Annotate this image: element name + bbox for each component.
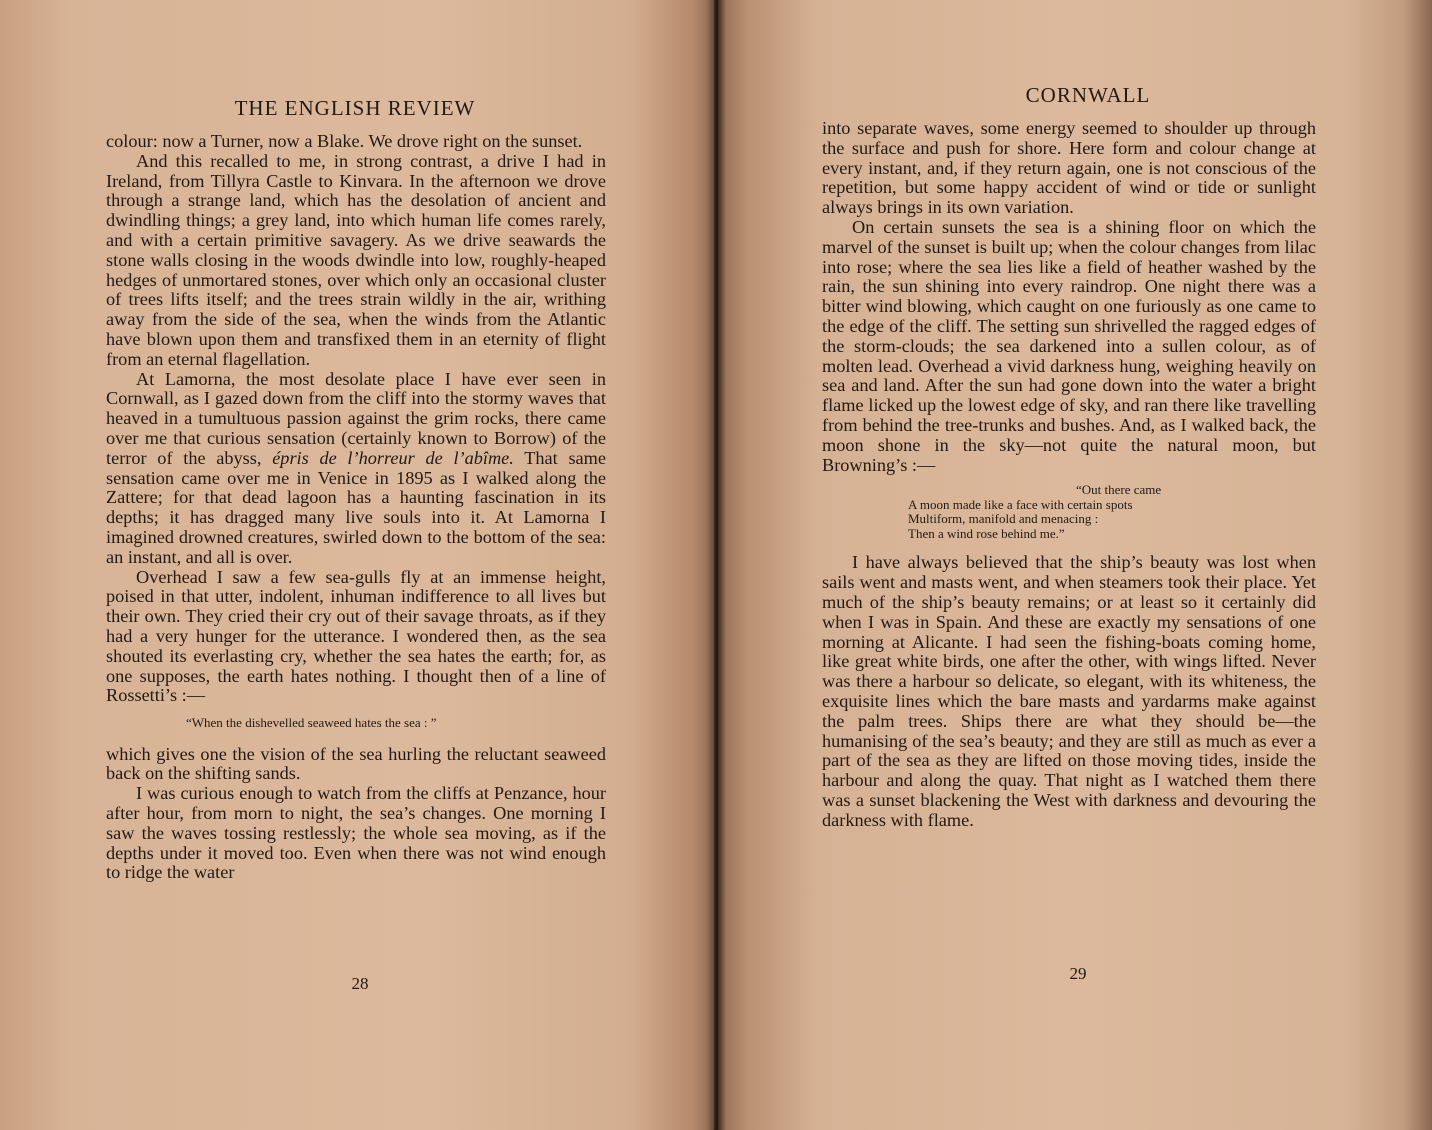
page-number-right: 29	[1069, 964, 1087, 983]
running-head-left: THE ENGLISH REVIEW	[234, 96, 476, 120]
paragraph: into separate waves, some energy seemed to shoulder up through the surface and push for shore. Here form and colour change at every instant, and, if they return again, one is not conscious of the repetition, but some happy accident of wind or tide or sunlight always brings in its own variation.	[822, 118, 1316, 218]
book-gutter	[706, 0, 726, 1130]
quote-line: A moon made like a face with certain spots	[908, 496, 1133, 512]
rossetti-quote: “When the dishevelled seaweed hates the sea : ”	[186, 715, 437, 731]
quote-line: “Out there came	[1076, 482, 1162, 498]
paragraph-text: That same sensation came over me in Venice in 1895 as I walked along the Zattere; for that dead lagoon has a haunting fascination in its depths; it has dragged many live souls into it. At Lamorna I imagined drowned creatures, swirled down to the bottom of the sea: an instant, and all is over.	[106, 447, 607, 567]
left-page-body	[106, 132, 606, 883]
page-number-left: 28	[351, 974, 369, 993]
french-phrase: épris de l’horreur de l’abîme.	[272, 447, 514, 468]
right-page-body	[822, 119, 1316, 831]
paragraph: I was curious enough to watch from the cliffs at Penzance, hour after hour, from morn to night, the sea’s changes. One morning I saw the waves tossing restlessly; the whole sea moving, as if the depths under it moved too. Even when there was not wind enough to ridge the water	[106, 783, 606, 883]
right-page	[718, 0, 1432, 1130]
paragraph-lamorna	[106, 370, 606, 568]
quote-line: Then a wind rose behind me.”	[908, 525, 1065, 541]
left-page	[0, 0, 714, 1130]
browning-quote	[822, 483, 1316, 541]
paragraph-text: At Lamorna, the most desolate place I have ever seen in Cornwall, as I gazed down from the cliff into the stormy waves that heaved in a tumultuous passion against the grim rocks, there came over me that curious sensation (certainly known to Borrow) of the terror of the abyss,	[106, 368, 606, 468]
paragraph: Overhead I saw a few sea-gulls fly at an immense height, poised in that utter, indolent, inhuman indifference to all lives but their own. They cried their cry out of their savage throats, as if they had a very hunger for the utterance. I wondered then, as the sea shouted its everlasting cry, whether the sea hates the earth; for, as one supposes, the earth hates nothing. I thought then of a line of Rossetti’s :—	[106, 566, 606, 706]
quote-line: Multiform, manifold and menacing :	[908, 511, 1099, 527]
running-head-right: CORNWALL	[1025, 83, 1151, 107]
paragraph: I have always believed that the ship’s beauty was lost when sails went and masts went, and when steamers took their place. Yet much of the ship’s beauty remains; or at least so it certainly did when I was in Spain. And these are exactly my sensations of one morning at Alicante. I had seen the fishing-boats coming home, like great white birds, one after the other, with wings lifted. Never was there a harbour so delicate, so elegant, with its whiteness, the exquisite lines which the bare masts and yardarms make against the palm trees. Ships there are what they should be—the humanising of the sea’s beauty; and they are still as much as ever a part of the sea as they are lifted on those moving tides, inside the harbour and along the quay. That night as I watched them there was a sunset blackening the West with darkness and devouring the darkness with flame.	[822, 552, 1316, 830]
paragraph: colour: now a Turner, now a Blake. We drove right on the sunset.	[106, 131, 583, 151]
paragraph: which gives one the vision of the sea hurling the reluctant seaweed back on the shifting sands.	[106, 743, 606, 784]
paragraph: And this recalled to me, in strong contrast, a drive I had in Ireland, from Tillyra Castle to Kinvara. In the afternoon we drove through a strange land, which has the desolation of ancient and dwindling things; a grey land, into which human life comes rarely, and with a certain primitive savagery. As we drive seawards the stone walls closing in the woods dwindle into low, roughly-heaped hedges of unmortared stones, over which only an occasional cluster of trees lifts itself; and the trees strain wildly in the air, writhing away from the side of the sea, when the winds from the Atlantic have blown upon them and transfixed them in an eternity of flight from an eternal flagellation.	[106, 150, 606, 369]
paragraph: On certain sunsets the sea is a shining floor on which the marvel of the sunset is built up; when the colour changes from lilac into rose; where the sea lies like a field of heather washed by the rain, the sun shining into every raindrop. One night there was a bitter wind blowing, which caught on one furiously as one came to the edge of the cliff. The setting sun shrivelled the ragged edges of the storm-clouds; the sea darkened into a sullen colour, as of molten lead. Overhead a vivid darkness hung, weighing heavily on sea and land. After the sun had gone down into the water a bright flame licked up the lowest edge of sky, and ran there like travelling from behind the tree-trunks and bushes. And, as I walked back, the moon shone in the sky—not quite the natural moon, but Browning’s :—	[822, 216, 1316, 475]
